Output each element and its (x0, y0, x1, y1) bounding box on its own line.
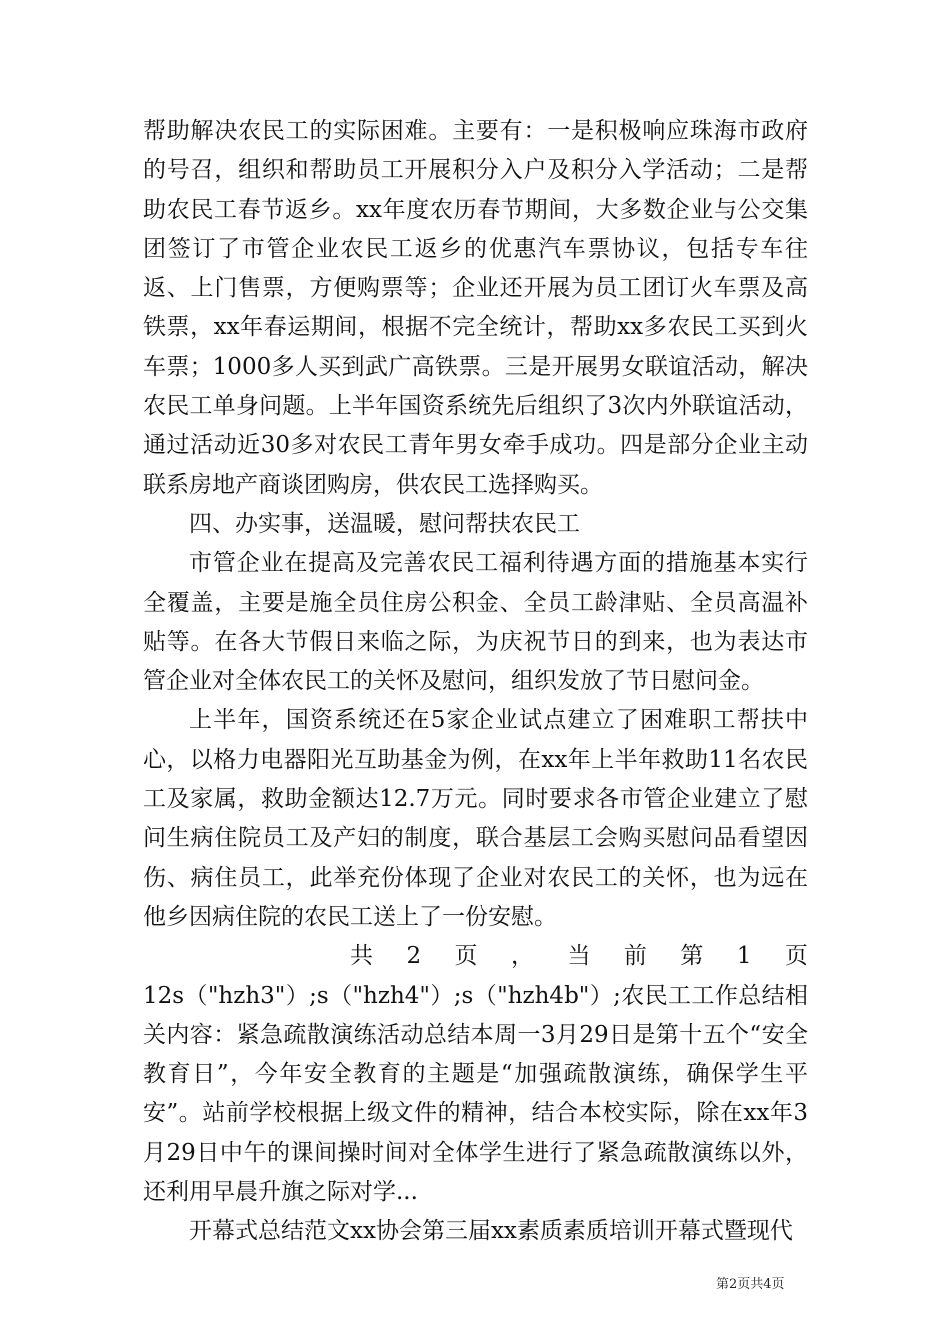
page-count-token: 第 (680, 943, 704, 970)
page-count-token: ， (511, 943, 534, 970)
page-footer: 第2页共4页 (716, 1277, 785, 1292)
page-count-token: 2 (406, 943, 422, 970)
paragraph-opening-ceremony: 开幕式总结范文xx协会第三届xx素质素质培训开幕式暨现代 (189, 1218, 793, 1245)
page-count-line (143, 937, 808, 976)
page-count-token: 当 (567, 943, 591, 970)
page-count-token: 1 (736, 943, 752, 970)
paragraph-related-content: 12s（"hzh3"）;s（"hzh4"）;s（"hzh4b"）;农民工工作总结相关内容：紧急疏散演练活动总结本周一3月29日是第十五个“安全教育日”，今年安全教育的主题是“加强疏散演练，确保学生平安”。站前学校根据上级文件的精神，结合本校实际，除在xx年3月29日中午的课间操时间对全体学生进行了紧急疏散演练以外，还利用早晨升旗之际对学... (143, 982, 808, 1206)
document-body (143, 112, 808, 1252)
paragraph-assistance-center: 上半年，国资系统还在5家企业试点建立了困难职工帮扶中心，以格力电器阳光互助基金为例，在xx年上半年救助11名农民工及家属，救助金额达12.7万元。同时要求各市管企业建立了慰问生病住院员工及产妇的制度，联合基层工会购买慰问品看望因伤、病住员工，此举充份体现了企业对农民工的关怀，也为远在他乡因病住院的农民工送上了一份安慰。 (143, 707, 808, 930)
page-count-token: 共 (350, 943, 373, 970)
section-heading-four: 四、办实事，送温暖，慰问帮扶农民工 (189, 510, 580, 537)
page-count-token: 页 (784, 943, 808, 970)
page-count-token: 页 (454, 943, 478, 970)
page-count-token: 前 (623, 943, 647, 970)
paragraph-support-difficulties: 帮助解决农民工的实际困难。主要有：一是积极响应珠海市政府的号召，组织和帮助员工开展积分入户及积分入学活动；二是帮助农民工春节返乡。xx年度农历春节期间，大多数企业与公交集团签订了市管企业农民工返乡的优惠汽车票协议，包括专车往返、上门售票，方便购票等；企业还开展为员工团订火车票及高铁票，xx年春运期间，根据不完全统计，帮助xx多农民工买到火车票；1000多人买到武广高铁票。三是开展男女联谊活动，解决农民工单身问题。上半年国资系统先后组织了3次内外联谊活动，通过活动近30多对农民工青年男女牵手成功。四是部分企业主动联系房地产商谈团购房，供农民工选择购买。 (143, 118, 808, 498)
paragraph-welfare: 市管企业在提高及完善农民工福利待遇方面的措施基本实行全覆盖，主要是施全员住房公积金、全员工龄津贴、全员高温补贴等。在各大节假日来临之际，为庆祝节日的到来，也为表达市管企业对全体农民工的关怀及慰问，组织发放了节日慰问金。 (143, 550, 808, 695)
